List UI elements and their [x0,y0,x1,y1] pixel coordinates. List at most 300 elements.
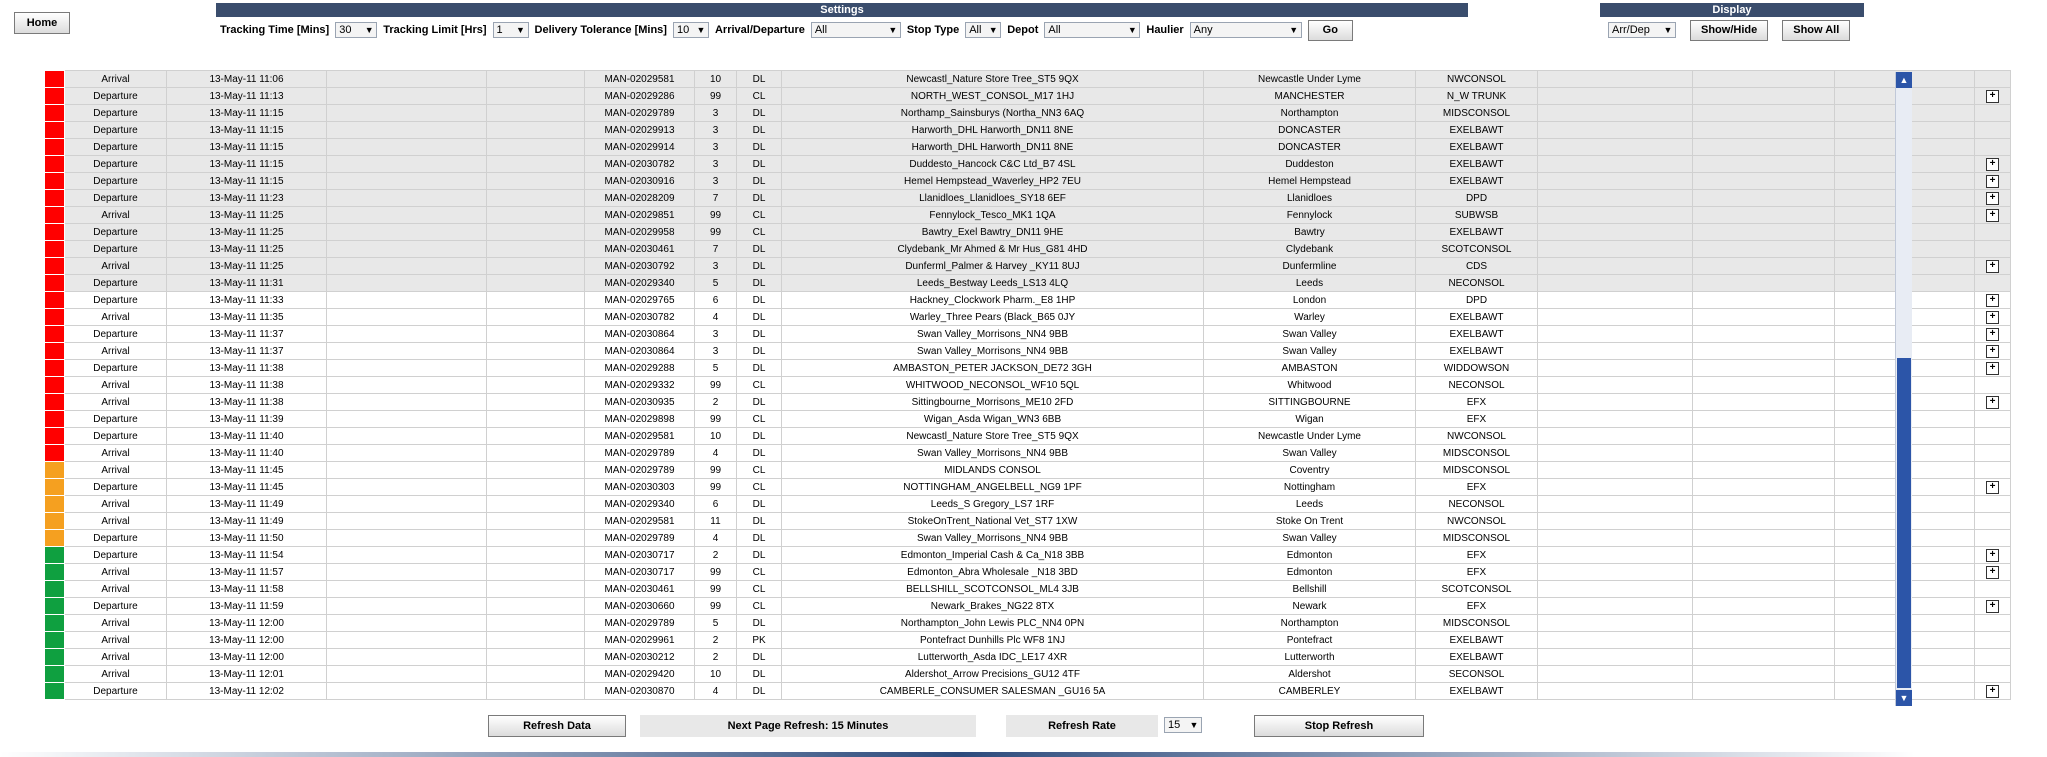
tracking-time-select[interactable] [335,22,377,38]
cell-empty [1538,649,1693,666]
cell-ref: MAN-02029789 [585,530,695,547]
cell-qty: 3 [695,258,737,275]
cell-haulier: EFX [1416,411,1538,428]
cell-code: DL [737,496,782,513]
cell-dest: Newark_Brakes_NG22 8TX [782,598,1204,615]
cell-haulier: EXELBAWT [1416,173,1538,190]
cell-type: Arrival [65,309,167,326]
table-row[interactable] [45,292,2047,309]
cell-empty [487,632,585,649]
cell-empty [1693,564,1835,581]
refresh-data-button[interactable]: Refresh Data [488,715,626,737]
cell-time: 13-May-11 12:00 [167,615,327,632]
cell-empty [487,275,585,292]
cell-ref: MAN-02029851 [585,207,695,224]
cell-dest: Swan Valley_Morrisons_NN4 9BB [782,326,1204,343]
cell-haulier: DPD [1416,292,1538,309]
cell-haulier: MIDSCONSOL [1416,615,1538,632]
cell-qty: 3 [695,326,737,343]
tracking-limit-label: Tracking Limit [Hrs] [383,24,487,36]
cell-empty [1693,445,1835,462]
cell-qty: 6 [695,496,737,513]
table-row[interactable] [45,496,2047,513]
status-indicator [45,428,65,445]
arrival-departure-label: Arrival/Departure [714,24,805,36]
table-row[interactable] [45,564,2047,581]
show-hide-button[interactable]: Show/Hide [1690,20,1768,41]
depot-value: All [1048,24,1061,36]
cell-dest: Wigan_Asda Wigan_WN3 6BB [782,411,1204,428]
cell-time: 13-May-11 11:40 [167,428,327,445]
table-row[interactable] [45,581,2047,598]
cell-ref: MAN-02030303 [585,479,695,496]
cell-town: Northampton [1204,105,1416,122]
cell-code: CL [737,224,782,241]
cell-haulier: SECONSOL [1416,666,1538,683]
cell-code: DL [737,394,782,411]
cell-expand [1975,343,2011,360]
scroll-thumb[interactable] [1897,358,1911,688]
expand-plus-icon[interactable]: + [1986,311,1999,324]
cell-town: Wigan [1204,411,1416,428]
show-all-button[interactable]: Show All [1782,20,1850,41]
cell-empty [1538,377,1693,394]
cell-empty [487,292,585,309]
cell-haulier: EFX [1416,479,1538,496]
cell-type: Arrival [65,343,167,360]
cell-qty: 99 [695,564,737,581]
cell-empty [1693,581,1835,598]
cell-qty: 4 [695,445,737,462]
cell-empty [1693,683,1835,700]
cell-type: Departure [65,190,167,207]
cell-haulier: EFX [1416,547,1538,564]
settings-panel [216,3,1468,43]
expand-plus-icon[interactable]: + [1986,396,1999,409]
cell-empty [1538,88,1693,105]
haulier-value: Any [1193,24,1213,36]
cell-ref: MAN-02029789 [585,105,695,122]
cell-town: MANCHESTER [1204,88,1416,105]
display-title: Display [1600,3,1864,17]
cell-time: 13-May-11 11:59 [167,598,327,615]
cell-ref: MAN-02030916 [585,173,695,190]
cell-empty [1538,360,1693,377]
cell-expand [1975,666,2011,683]
expand-plus-icon[interactable]: + [1986,685,1999,698]
expand-plus-icon[interactable]: + [1986,549,1999,562]
cell-code: DL [737,139,782,156]
cell-ref: MAN-02030660 [585,598,695,615]
table-row[interactable] [45,275,2047,292]
cell-haulier: NECONSOL [1416,377,1538,394]
cell-type: Departure [65,224,167,241]
cell-type: Departure [65,275,167,292]
table-row[interactable] [45,683,2047,700]
cell-haulier: NECONSOL [1416,496,1538,513]
cell-empty [1538,309,1693,326]
cell-empty [1538,462,1693,479]
cell-code: CL [737,581,782,598]
table-row[interactable] [45,241,2047,258]
cell-time: 13-May-11 11:45 [167,462,327,479]
cell-dest: Aldershot_Arrow Precisions_GU12 4TF [782,666,1204,683]
depot-select[interactable] [1044,22,1140,38]
cell-code: CL [737,207,782,224]
table-row[interactable] [45,173,2047,190]
cell-empty [487,326,585,343]
tracking-limit-value: 1 [496,24,503,36]
cell-qty: 2 [695,394,737,411]
table-row[interactable] [45,547,2047,564]
cell-qty: 2 [695,547,737,564]
cell-town: AMBASTON [1204,360,1416,377]
cell-empty [1538,666,1693,683]
status-indicator [45,394,65,411]
tracking-limit-select[interactable] [493,22,529,38]
cell-qty: 99 [695,377,737,394]
cell-ref: MAN-02030864 [585,326,695,343]
cell-time: 13-May-11 11:58 [167,581,327,598]
cell-empty [1693,479,1835,496]
cell-ref: MAN-02030782 [585,156,695,173]
table-row[interactable] [45,649,2047,666]
cell-qty: 7 [695,241,737,258]
cell-time: 13-May-11 11:15 [167,122,327,139]
table-row[interactable] [45,139,2047,156]
status-indicator [45,88,65,105]
cell-type: Departure [65,547,167,564]
cell-ref: MAN-02029789 [585,462,695,479]
cell-type: Departure [65,360,167,377]
table-row[interactable] [45,326,2047,343]
cell-dest: Swan Valley_Morrisons_NN4 9BB [782,343,1204,360]
scroll-down-icon[interactable]: ▼ [1896,690,1912,706]
table-row[interactable] [45,411,2047,428]
cell-code: DL [737,615,782,632]
cell-empty [1693,394,1835,411]
table-row[interactable] [45,224,2047,241]
cell-time: 13-May-11 12:01 [167,666,327,683]
table-row[interactable] [45,377,2047,394]
table-row[interactable] [45,394,2047,411]
haulier-select[interactable] [1190,22,1302,38]
cell-empty [1693,547,1835,564]
cell-town: Swan Valley [1204,343,1416,360]
cell-empty [487,360,585,377]
cell-haulier: MIDSCONSOL [1416,530,1538,547]
cell-dest: NOTTINGHAM_ANGELBELL_NG9 1PF [782,479,1204,496]
cell-empty [1693,190,1835,207]
cell-empty [1538,428,1693,445]
go-button[interactable]: Go [1308,20,1353,41]
cell-town: Whitwood [1204,377,1416,394]
cell-qty: 3 [695,105,737,122]
cell-expand [1975,360,2011,377]
cell-time: 13-May-11 11:35 [167,309,327,326]
cell-town: SITTINGBOURNE [1204,394,1416,411]
cell-town: Nottingham [1204,479,1416,496]
chevron-down-icon: ▼ [988,25,998,35]
cell-empty [327,326,487,343]
cell-type: Departure [65,428,167,445]
cell-empty [327,105,487,122]
cell-town: Swan Valley [1204,530,1416,547]
status-indicator [45,275,65,292]
cell-expand [1975,207,2011,224]
display-panel [1600,3,1864,43]
delivery-tolerance-select[interactable] [673,22,709,38]
cell-type: Departure [65,105,167,122]
cell-ref: MAN-02029914 [585,139,695,156]
display-mode-select[interactable] [1608,22,1676,38]
table-row[interactable] [45,207,2047,224]
cell-town: Stoke On Trent [1204,513,1416,530]
cell-expand [1975,241,2011,258]
cell-code: DL [737,428,782,445]
cell-empty [1693,411,1835,428]
cell-town: Lutterworth [1204,649,1416,666]
cell-empty [1538,513,1693,530]
cell-code: DL [737,190,782,207]
cell-empty [1693,377,1835,394]
cell-empty [327,598,487,615]
status-indicator [45,139,65,156]
cell-qty: 5 [695,615,737,632]
cell-dest: Leeds_S Gregory_LS7 1RF [782,496,1204,513]
status-indicator [45,598,65,615]
table-row[interactable] [45,428,2047,445]
cell-empty [1693,530,1835,547]
expand-plus-icon[interactable]: + [1986,328,1999,341]
cell-dest: CAMBERLE_CONSUMER SALESMAN _GU16 5A [782,683,1204,700]
status-indicator [45,207,65,224]
home-button[interactable]: Home [14,12,70,34]
cell-empty [1538,105,1693,122]
cell-code: DL [737,683,782,700]
cell-town: Coventry [1204,462,1416,479]
cell-empty [327,173,487,190]
cell-haulier: NWCONSOL [1416,428,1538,445]
table-row[interactable] [45,105,2047,122]
expand-plus-icon[interactable]: + [1986,345,1999,358]
expand-plus-icon[interactable]: + [1986,481,1999,494]
cell-dest: Leeds_Bestway Leeds_LS13 4LQ [782,275,1204,292]
status-indicator [45,479,65,496]
status-indicator [45,683,65,700]
table-row[interactable] [45,615,2047,632]
cell-haulier: MIDSCONSOL [1416,462,1538,479]
table-row[interactable] [45,71,2047,88]
cell-qty: 99 [695,462,737,479]
cell-expand [1975,598,2011,615]
expand-plus-icon[interactable]: + [1986,175,1999,188]
cell-ref: MAN-02029332 [585,377,695,394]
expand-plus-icon[interactable]: + [1986,90,1999,103]
table-row[interactable] [45,309,2047,326]
cell-qty: 3 [695,343,737,360]
cell-dest: AMBASTON_PETER JACKSON_DE72 3GH [782,360,1204,377]
cell-town: Swan Valley [1204,445,1416,462]
table-row[interactable] [45,530,2047,547]
table-row[interactable] [45,445,2047,462]
cell-ref: MAN-02029961 [585,632,695,649]
table-row[interactable] [45,666,2047,683]
cell-empty [327,581,487,598]
expand-plus-icon[interactable]: + [1986,158,1999,171]
cell-expand [1975,292,2011,309]
status-indicator [45,530,65,547]
next-refresh-info: Next Page Refresh: 15 Minutes [640,715,976,737]
cell-code: DL [737,513,782,530]
cell-type: Arrival [65,394,167,411]
cell-town: CAMBERLEY [1204,683,1416,700]
cell-expand [1975,513,2011,530]
cell-dest: Newcastl_Nature Store Tree_ST5 9QX [782,71,1204,88]
cell-haulier: N_W TRUNK [1416,88,1538,105]
cell-empty [327,122,487,139]
cell-expand [1975,411,2011,428]
cell-dest: Edmonton_Abra Wholesale _N18 3BD [782,564,1204,581]
table-row[interactable] [45,513,2047,530]
cell-time: 13-May-11 11:15 [167,139,327,156]
cell-empty [1693,173,1835,190]
cell-empty [1693,275,1835,292]
cell-empty [1538,258,1693,275]
cell-dest: Bawtry_Exel Bawtry_DN11 9HE [782,224,1204,241]
cell-empty [327,377,487,394]
refresh-rate-select[interactable] [1164,717,1202,733]
table-row[interactable] [45,122,2047,139]
cell-empty [327,513,487,530]
cell-expand [1975,88,2011,105]
cell-haulier: NWCONSOL [1416,71,1538,88]
cell-empty [487,377,585,394]
cell-time: 13-May-11 11:49 [167,496,327,513]
cell-town: Bawtry [1204,224,1416,241]
table-row[interactable] [45,479,2047,496]
table-row[interactable] [45,462,2047,479]
cell-code: CL [737,462,782,479]
cell-type: Arrival [65,581,167,598]
cell-empty [1693,309,1835,326]
cell-time: 13-May-11 12:02 [167,683,327,700]
table-row[interactable] [45,156,2047,173]
status-indicator [45,445,65,462]
table-row[interactable] [45,190,2047,207]
cell-expand [1975,71,2011,88]
cell-empty [1538,411,1693,428]
cell-code: DL [737,530,782,547]
refresh-rate-label: Refresh Rate [1006,715,1158,737]
status-indicator [45,241,65,258]
cell-empty [1693,428,1835,445]
cell-empty [487,462,585,479]
cell-type: Departure [65,241,167,258]
cell-qty: 10 [695,428,737,445]
cell-qty: 3 [695,122,737,139]
cell-empty [487,666,585,683]
stop-type-select[interactable] [965,22,1001,38]
cell-empty [1693,598,1835,615]
cell-code: DL [737,666,782,683]
cell-expand [1975,462,2011,479]
status-indicator [45,71,65,88]
table-row[interactable] [45,258,2047,275]
table-row[interactable] [45,632,2047,649]
cell-empty [327,360,487,377]
cell-empty [487,428,585,445]
grid-body [45,71,2047,700]
cell-town: Swan Valley [1204,326,1416,343]
cell-empty [1538,241,1693,258]
cell-empty [1693,71,1835,88]
cell-haulier: EXELBAWT [1416,224,1538,241]
arrival-departure-select[interactable] [811,22,901,38]
cell-qty: 99 [695,598,737,615]
cell-type: Arrival [65,615,167,632]
cell-ref: MAN-02030461 [585,241,695,258]
cell-qty: 99 [695,88,737,105]
cell-town: DONCASTER [1204,122,1416,139]
cell-dest: Swan Valley_Morrisons_NN4 9BB [782,445,1204,462]
cell-time: 13-May-11 11:13 [167,88,327,105]
expand-plus-icon[interactable]: + [1986,600,1999,613]
cell-time: 13-May-11 11:37 [167,343,327,360]
cell-empty [1693,207,1835,224]
vertical-scrollbar[interactable] [1895,72,1912,706]
expand-plus-icon[interactable]: + [1986,260,1999,273]
expand-plus-icon[interactable]: + [1986,294,1999,307]
stop-refresh-button[interactable]: Stop Refresh [1254,715,1424,737]
expand-plus-icon[interactable]: + [1986,192,1999,205]
status-indicator [45,105,65,122]
expand-plus-icon[interactable]: + [1986,566,1999,579]
status-indicator [45,462,65,479]
table-row[interactable] [45,343,2047,360]
cell-type: Arrival [65,258,167,275]
cell-expand [1975,530,2011,547]
cell-empty [1693,649,1835,666]
cell-empty [1693,292,1835,309]
cell-code: DL [737,241,782,258]
cell-empty [487,88,585,105]
cell-code: DL [737,105,782,122]
cell-qty: 99 [695,207,737,224]
cell-code: DL [737,292,782,309]
cell-empty [1538,598,1693,615]
cell-empty [1538,496,1693,513]
cell-empty [1538,479,1693,496]
cell-empty [327,462,487,479]
table-row[interactable] [45,88,2047,105]
cell-empty [327,666,487,683]
cell-empty [487,71,585,88]
cell-type: Arrival [65,649,167,666]
table-row[interactable] [45,360,2047,377]
expand-plus-icon[interactable]: + [1986,362,1999,375]
cell-expand [1975,496,2011,513]
expand-plus-icon[interactable]: + [1986,209,1999,222]
cell-empty [327,564,487,581]
table-row[interactable] [45,598,2047,615]
cell-empty [1693,258,1835,275]
cell-empty [487,190,585,207]
cell-empty [1538,139,1693,156]
cell-empty [487,139,585,156]
scroll-up-icon[interactable]: ▲ [1896,72,1912,88]
footer-bar [488,715,1428,737]
